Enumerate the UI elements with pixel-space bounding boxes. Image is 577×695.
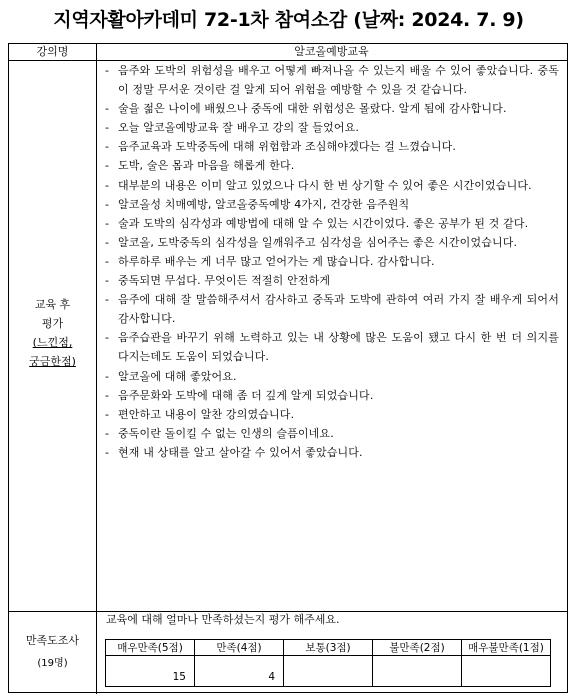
feedback-item	[96, 252, 567, 271]
bullet-dash: -	[105, 254, 110, 268]
rating-column-header: 보통(3점)	[284, 640, 373, 656]
feedback-text: 음주와 도박의 위험성을 배우고 어떻게 빠져나올 수 있는지 배울 수 있어 좋았습니다. 중독이 정말 무서운 것이란 걸 알게 되어 위험을 예방할 수 있을 것 같습니다.	[118, 64, 559, 97]
feedback-text: 하루하루 배우는 게 너무 많고 얻어가는 게 많습니다. 감사합니다.	[118, 254, 435, 268]
satisfaction-header-row	[106, 640, 551, 656]
feedback-item	[96, 367, 567, 386]
feedback-item	[96, 99, 567, 118]
course-name: 알코올예방교육	[294, 45, 369, 58]
feedback-text: 오늘 알코올예방교육 잘 배우고 강의 잘 들었어요.	[118, 121, 360, 135]
feedback-item	[96, 386, 567, 405]
survey-respondent-count: (19명)	[37, 658, 68, 669]
feedback-item	[96, 176, 567, 195]
feedback-item	[96, 271, 567, 290]
feedback-text: 술과 도박의 심각성과 예방법에 대해 알 수 있는 시간이었다. 좋은 공부가 된 것 같다.	[118, 216, 529, 230]
course-label: 강의명	[36, 45, 69, 58]
feedback-label-line3: (느낀점,	[32, 336, 73, 349]
feedback-item	[96, 214, 567, 233]
bullet-dash: -	[105, 216, 110, 230]
survey-prompt: 교육에 대해 얼마나 만족하셨는지 평가 해주세요.	[106, 613, 340, 626]
satisfaction-table	[105, 639, 551, 687]
feedback-item	[96, 424, 567, 443]
bullet-dash: -	[105, 407, 110, 421]
rating-column-header: 매우만족(5점)	[106, 640, 195, 656]
bullet-dash: -	[105, 102, 110, 116]
feedback-label-line2: 평가	[41, 317, 64, 330]
feedback-text: 알코올에 대해 좋았어요.	[118, 369, 237, 383]
bullet-dash: -	[105, 64, 110, 77]
feedback-text: 대부분의 내용은 이미 알고 있었으나 다시 한 번 상기할 수 있어 좋은 시간이었습니다.	[118, 178, 532, 192]
bullet-dash: -	[105, 445, 110, 459]
bullet-dash: -	[105, 331, 110, 345]
rating-count-cell: 4	[195, 656, 284, 687]
feedback-item	[96, 328, 567, 366]
bullet-dash: -	[105, 121, 110, 135]
bullet-dash: -	[105, 293, 110, 307]
feedback-section-label	[9, 295, 96, 371]
rating-column-header: 매우불만족(1점)	[462, 640, 551, 656]
survey-label: 만족도조사	[25, 634, 80, 647]
satisfaction-count-row	[106, 656, 551, 687]
feedback-item	[96, 290, 567, 328]
feedback-list	[96, 61, 567, 462]
rating-count-cell: 15	[106, 656, 195, 687]
feedback-text: 알코올성 치매예방, 알코올중독예방 4가지, 건강한 음주원칙	[118, 197, 410, 211]
feedback-item	[96, 118, 567, 137]
feedback-text: 술을 젊은 나이에 배웠으나 중독에 대한 위험성은 몰랐다. 알게 됨에 감사합니다.	[118, 102, 507, 116]
document-title: 지역자활아카데미 72-1차 참여소감 (날짜: 2024. 7. 9)	[53, 9, 524, 31]
feedback-text: 편안하고 내용이 알찬 강의였습니다.	[118, 407, 295, 421]
feedback-text: 중독이란 돌이킬 수 없는 인생의 슬픔이네요.	[118, 426, 334, 440]
feedback-label-line1: 교육 후	[34, 298, 71, 311]
bullet-dash: -	[105, 274, 110, 288]
feedback-text: 도박, 술은 몸과 마음을 해롭게 한다.	[118, 159, 295, 173]
rating-column-header: 불만족(2점)	[373, 640, 462, 656]
bullet-dash: -	[105, 388, 110, 402]
bullet-dash: -	[105, 140, 110, 154]
feedback-text: 음주습관을 바꾸기 위해 노력하고 있는 내 상황에 많은 도움이 됐고 다시 한 번 더 의지를 다지는데도 도움이 되었습니다.	[118, 331, 559, 364]
feedback-text: 음주문화와 도박에 대해 좀 더 깊게 알게 되었습니다.	[118, 388, 374, 402]
feedback-item	[96, 137, 567, 156]
bullet-dash: -	[105, 197, 110, 211]
rating-count-cell	[373, 656, 462, 687]
bullet-dash: -	[105, 178, 110, 192]
evaluation-form	[8, 43, 568, 693]
bullet-dash: -	[105, 159, 110, 173]
feedback-item	[96, 195, 567, 214]
bullet-dash: -	[105, 426, 110, 440]
feedback-item	[96, 61, 567, 99]
bullet-dash: -	[105, 235, 110, 249]
feedback-text: 중독되면 무섭다. 무엇이든 적절히 안전하게	[118, 274, 331, 288]
rating-column-header: 만족(4점)	[195, 640, 284, 656]
feedback-label-line4: 궁금한점)	[29, 355, 76, 368]
feedback-text: 음주에 대해 잘 말씀해주셔서 감사하고 중독과 도박에 관하여 여러 가지 잘 배우게 되어서 감사합니다.	[118, 293, 559, 326]
rating-count-cell	[462, 656, 551, 687]
feedback-text: 알코올, 도박중독의 심각성을 일깨워주고 심각성을 심어주는 좋은 시간이었습니다.	[118, 235, 518, 249]
bullet-dash: -	[105, 369, 110, 383]
rating-count-cell	[284, 656, 373, 687]
feedback-item	[96, 443, 567, 462]
feedback-item	[96, 156, 567, 175]
feedback-text: 현재 내 상태를 알고 살아갈 수 있어서 좋았습니다.	[118, 445, 363, 459]
feedback-item	[96, 233, 567, 252]
feedback-text: 음주교육과 도박중독에 대해 위험함과 조심해야겠다는 걸 느꼈습니다.	[118, 140, 457, 154]
feedback-item	[96, 405, 567, 424]
